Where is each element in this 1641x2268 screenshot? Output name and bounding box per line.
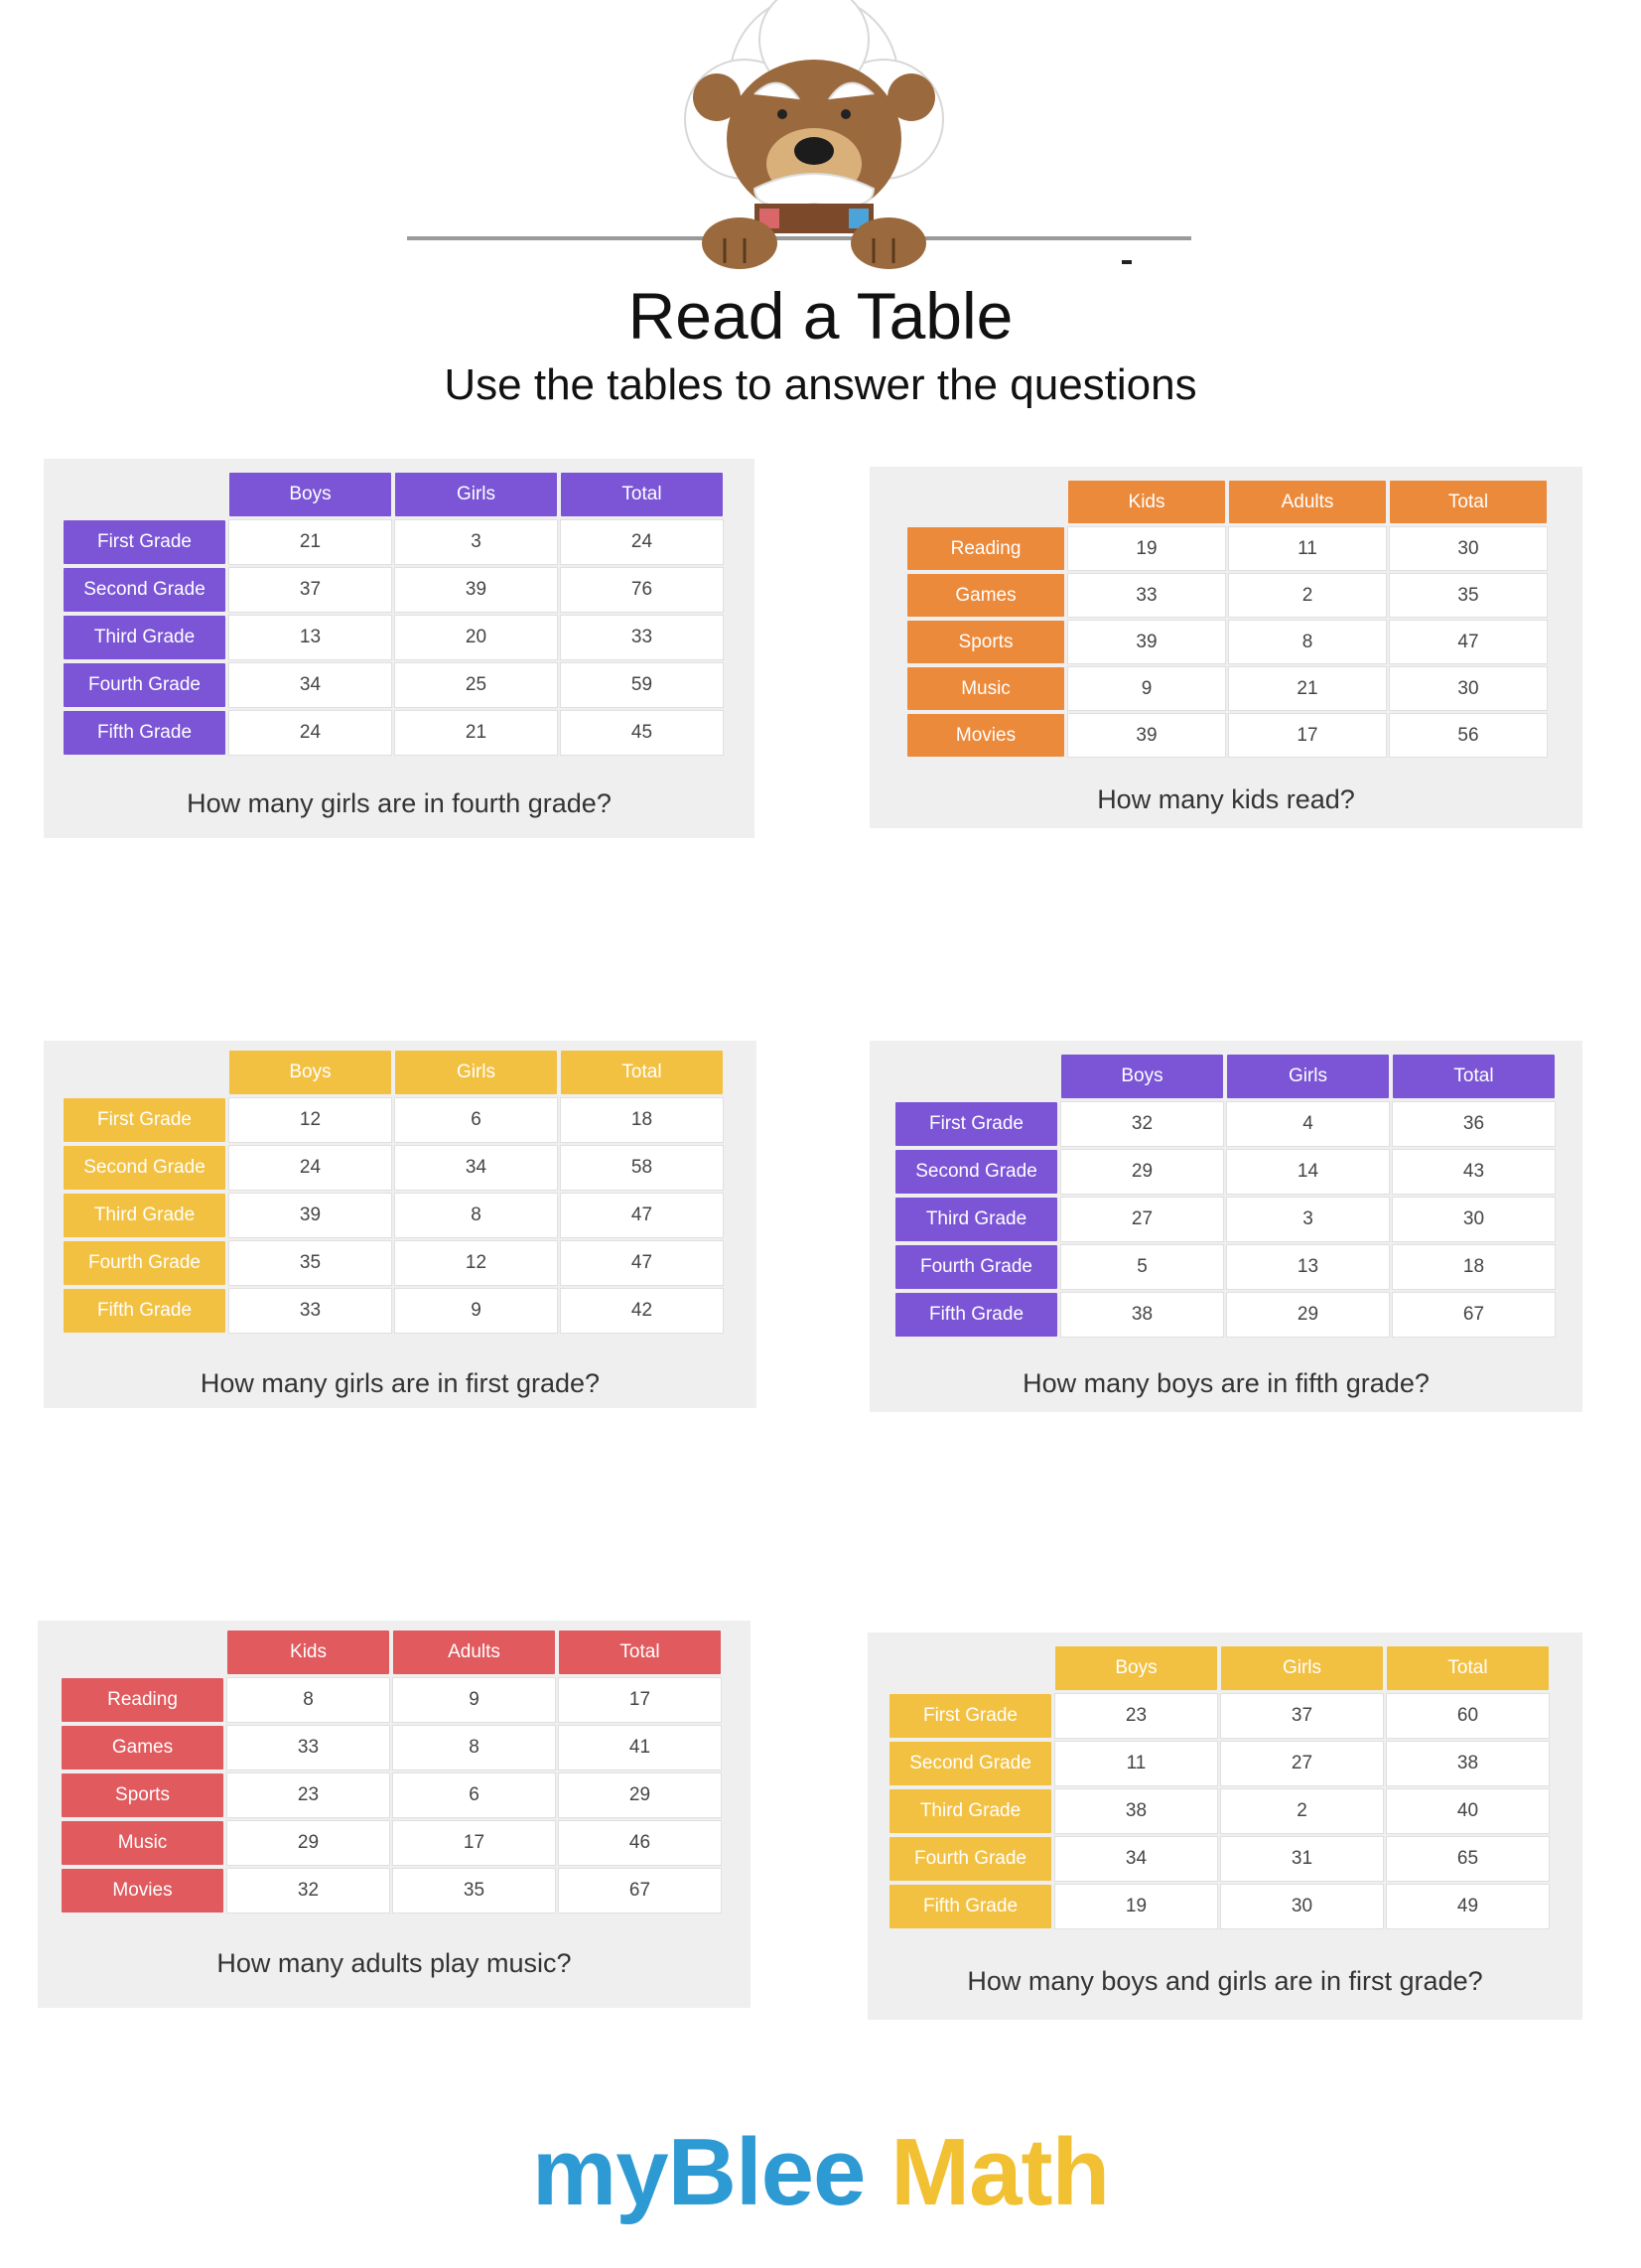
table-cell: 30 [1389,526,1548,571]
table-cell: 6 [392,1772,556,1818]
table-cell: 19 [1054,1884,1218,1929]
column-header: Adults [1229,481,1386,523]
table-cell: 29 [558,1772,722,1818]
table-cell: 18 [1392,1244,1556,1290]
table-cell: 30 [1392,1197,1556,1242]
row-label: Second Grade [64,1146,225,1190]
table-cell: 2 [1220,1788,1384,1834]
table-cell: 17 [392,1820,556,1866]
page-subtitle: Use the tables to answer the questions [444,360,1197,409]
table-cell: 8 [226,1677,390,1723]
row-label: Games [62,1726,223,1770]
row-label: Second Grade [895,1150,1057,1194]
table-card-boys-girls-first-grade [868,1632,1582,2020]
table-cell: 3 [394,519,558,565]
table-cell: 12 [394,1240,558,1286]
table-cell: 8 [392,1725,556,1771]
row-label: Sports [907,621,1064,663]
question-text: How many kids read? [1097,784,1355,814]
table-cell: 18 [560,1097,724,1143]
row-label: Reading [62,1678,223,1722]
table-cell: 29 [226,1820,390,1866]
data-table [893,1053,1557,1339]
table-cell: 47 [1389,620,1548,664]
question-text: How many boys and girls are in first grade? [967,1966,1483,1996]
row-label: Fifth Grade [64,1289,225,1333]
table-cell: 37 [228,567,392,613]
table-cell: 34 [228,662,392,708]
table-cell: 19 [1067,526,1226,571]
table-cell: 29 [1226,1292,1390,1338]
data-table [62,1049,725,1335]
column-header: Boys [229,1051,391,1094]
table-cell: 5 [1060,1244,1224,1290]
row-label: Second Grade [889,1742,1051,1785]
table-cell: 32 [1060,1101,1224,1147]
table-cell: 24 [560,519,724,565]
table-cell: 30 [1220,1884,1384,1929]
row-label: Second Grade [64,568,225,612]
table-cell: 6 [394,1097,558,1143]
table-cell: 35 [1389,573,1548,618]
mascot-illustration [397,0,1251,278]
table-cell: 23 [226,1772,390,1818]
question-text: How many girls are in fourth grade? [187,788,612,818]
table-cell: 45 [560,710,724,756]
row-label: First Grade [64,520,225,564]
question-text: How many adults play music? [216,1948,572,1978]
column-header: Total [1393,1055,1555,1098]
column-header: Kids [1068,481,1225,523]
table-cell: 9 [1067,666,1226,711]
row-label: Music [62,1821,223,1865]
table-cell: 9 [394,1288,558,1334]
column-header: Total [561,1051,723,1094]
data-table [905,479,1549,759]
column-header: Boys [1061,1055,1223,1098]
table-card-girls-first-grade [44,1041,756,1408]
table-cell: 67 [1392,1292,1556,1338]
data-table [888,1644,1551,1930]
column-header: Girls [1221,1646,1383,1690]
row-label: Games [907,574,1064,617]
table-cell: 47 [560,1240,724,1286]
table-cell: 33 [226,1725,390,1771]
table-cell: 21 [394,710,558,756]
row-label: Third Grade [64,1194,225,1237]
table-cell: 12 [228,1097,392,1143]
table-cell: 4 [1226,1101,1390,1147]
column-header: Total [1390,481,1547,523]
table-cell: 13 [228,615,392,660]
table-cell: 3 [1226,1197,1390,1242]
table-cell: 39 [1067,713,1226,758]
row-label: Fourth Grade [64,1241,225,1285]
column-header: Total [561,473,723,516]
table-cell: 2 [1228,573,1387,618]
column-header: Girls [395,473,557,516]
table-cell: 49 [1386,1884,1550,1929]
row-label: Reading [907,527,1064,570]
table-cell: 40 [1386,1788,1550,1834]
row-label: Fifth Grade [889,1885,1051,1928]
column-header: Girls [1227,1055,1389,1098]
row-label: Third Grade [895,1198,1057,1241]
table-cell: 31 [1220,1836,1384,1882]
table-cell: 30 [1389,666,1548,711]
table-cell: 39 [394,567,558,613]
row-label: Movies [62,1869,223,1913]
table-cell: 60 [1386,1693,1550,1739]
table-cell: 56 [1389,713,1548,758]
table-card-boys-fifth-grade [870,1041,1582,1412]
table-cell: 24 [228,1145,392,1191]
table-cell: 37 [1220,1693,1384,1739]
table-cell: 33 [228,1288,392,1334]
column-header: Girls [395,1051,557,1094]
table-cell: 17 [1228,713,1387,758]
table-cell: 43 [1392,1149,1556,1195]
table-cell: 8 [394,1193,558,1238]
row-label: Music [907,667,1064,710]
column-header: Kids [227,1630,389,1674]
table-cell: 38 [1386,1741,1550,1786]
table-cell: 38 [1060,1292,1224,1338]
table-cell: 38 [1054,1788,1218,1834]
table-cell: 9 [392,1677,556,1723]
table-cell: 29 [1060,1149,1224,1195]
logo-text-myblee: myBlee [531,2119,866,2225]
question-text: How many boys are in fifth grade? [1023,1368,1430,1398]
table-cell: 11 [1054,1741,1218,1786]
table-card-kids-read [870,467,1582,828]
table-card-girls-fourth-grade [44,459,754,838]
row-label: Sports [62,1773,223,1817]
table-cell: 27 [1060,1197,1224,1242]
table-cell: 67 [558,1868,722,1914]
brand-logo [0,2119,1641,2225]
row-label: Fifth Grade [64,711,225,755]
table-cell: 34 [1054,1836,1218,1882]
table-cell: 76 [560,567,724,613]
table-cell: 33 [560,615,724,660]
table-cell: 21 [1228,666,1387,711]
table-cell: 47 [560,1193,724,1238]
table-cell: 17 [558,1677,722,1723]
table-cell: 27 [1220,1741,1384,1786]
table-cell: 36 [1392,1101,1556,1147]
data-table [62,471,725,757]
page-title: Read a Table [627,279,1014,353]
table-cell: 20 [394,615,558,660]
table-cell: 23 [1054,1693,1218,1739]
column-header: Total [559,1630,721,1674]
table-cell: 39 [228,1193,392,1238]
table-cell: 58 [560,1145,724,1191]
column-header: Boys [1055,1646,1217,1690]
table-cell: 35 [228,1240,392,1286]
column-header: Total [1387,1646,1549,1690]
row-label: Third Grade [889,1789,1051,1833]
question-text: How many girls are in first grade? [200,1368,601,1398]
column-header: Boys [229,473,391,516]
row-label: Third Grade [64,616,225,659]
table-cell: 34 [394,1145,558,1191]
table-cell: 65 [1386,1836,1550,1882]
table-cell: 59 [560,662,724,708]
table-cell: 25 [394,662,558,708]
row-label: Fourth Grade [895,1245,1057,1289]
table-cell: 46 [558,1820,722,1866]
row-label: Fourth Grade [64,663,225,707]
table-card-adults-music [38,1621,751,2008]
logo-text-math: Math [890,2119,1110,2225]
table-cell: 39 [1067,620,1226,664]
row-label: Fifth Grade [895,1293,1057,1337]
row-label: Movies [907,714,1064,757]
table-cell: 21 [228,519,392,565]
row-label: First Grade [895,1102,1057,1146]
row-label: First Grade [889,1694,1051,1738]
table-cell: 32 [226,1868,390,1914]
table-cell: 11 [1228,526,1387,571]
table-cell: 35 [392,1868,556,1914]
table-cell: 42 [560,1288,724,1334]
table-cell: 33 [1067,573,1226,618]
table-cell: 8 [1228,620,1387,664]
row-label: Fourth Grade [889,1837,1051,1881]
column-header: Adults [393,1630,555,1674]
table-cell: 14 [1226,1149,1390,1195]
table-cell: 41 [558,1725,722,1771]
row-label: First Grade [64,1098,225,1142]
data-table [60,1629,723,1914]
table-cell: 24 [228,710,392,756]
table-cell: 13 [1226,1244,1390,1290]
